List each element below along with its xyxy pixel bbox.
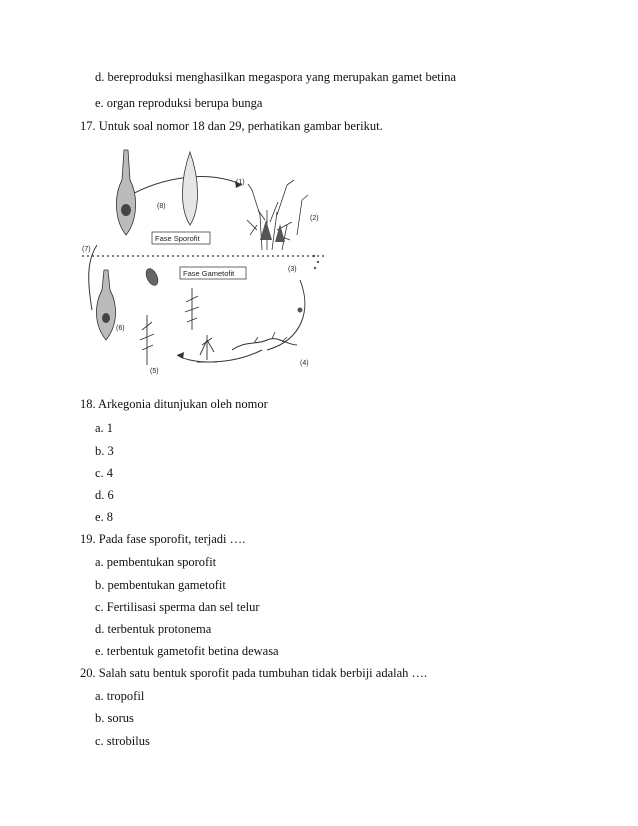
question-20-option-c: c. strobilus: [95, 734, 150, 748]
spores: [298, 255, 320, 313]
label-4: (4): [300, 360, 309, 367]
label-6: (6): [116, 325, 125, 332]
question-18-option-a: a. 1: [95, 421, 114, 435]
capsule-sporangium: [183, 152, 198, 225]
question-19: 19. Pada fase sporofit, terjadi ….: [80, 532, 246, 546]
question-19-option-b: b. pembentukan gametofit: [95, 578, 226, 592]
question-17: 17. Untuk soal nomor 18 dan 29, perhatikan gambar berikut.: [80, 119, 383, 133]
phase-gametofit-label: Fase Gametofit: [183, 269, 235, 278]
question-19-option-c: c. Fertilisasi sperma dan sel telur: [95, 600, 260, 614]
moss-life-cycle-figure: [82, 140, 332, 380]
arrow-head: [177, 352, 184, 359]
label-8: (8): [157, 203, 166, 210]
question-19-option-d: d. terbentuk protonema: [95, 622, 212, 636]
option-e-previous: e. organ reproduksi berupa bunga: [95, 96, 263, 110]
option-d-previous: d. bereproduksi menghasilkan megaspora yang merupakan gamet betina: [95, 70, 456, 84]
egg-cell: [102, 313, 110, 323]
question-18-option-b: b. 3: [95, 444, 114, 458]
male-gametophyte: [185, 288, 199, 330]
protonema-branches: [254, 332, 287, 343]
cycle-arrow-left: [89, 245, 97, 310]
question-20: 20. Salah satu bentuk sporofit pada tumbuhan tidak berbiji adalah ….: [80, 666, 428, 680]
cycle-arrow-bottom: [177, 350, 262, 362]
question-19-option-a: a. pembentukan sporofit: [95, 555, 217, 569]
label-3: (3): [288, 266, 297, 273]
phase-sporofit-label: Fase Sporofit: [155, 234, 200, 243]
question-20-option-a: a. tropofil: [95, 689, 145, 703]
label-2: (2): [310, 215, 319, 222]
archegonium-with-embryo: [116, 150, 135, 235]
female-gametophyte: [140, 315, 154, 365]
question-18: 18. Arkegonia ditunjukan oleh nomor: [80, 397, 268, 411]
question-18-option-e: e. 8: [95, 510, 114, 524]
question-20-option-b: b. sorus: [95, 711, 134, 725]
antheridium: [144, 267, 161, 288]
cycle-arrow-top: [122, 177, 242, 200]
young-gametophyte: [197, 335, 217, 362]
question-18-option-c: c. 4: [95, 466, 114, 480]
leafy-tuft: [260, 220, 272, 240]
label-1: (1): [236, 179, 245, 186]
label-5: (5): [150, 368, 159, 375]
question-19-option-e: e. terbentuk gametofit betina dewasa: [95, 644, 279, 658]
archegonium: [96, 270, 115, 340]
cycle-arrow-right: [267, 280, 305, 350]
question-18-option-d: d. 6: [95, 488, 114, 502]
label-7: (7): [82, 246, 91, 253]
zygote: [121, 204, 131, 216]
